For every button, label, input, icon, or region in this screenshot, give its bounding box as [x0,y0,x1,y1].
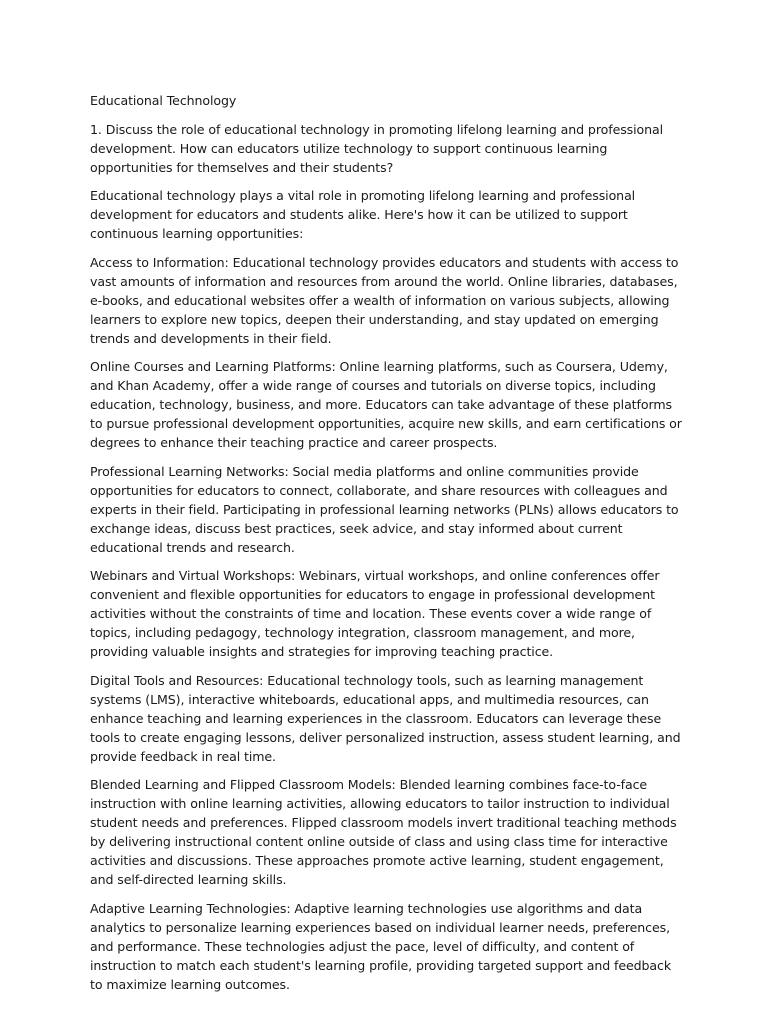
paragraph-online-courses: Online Courses and Learning Platforms: Online learning platforms, such as Coursera, Udemy, and Khan Academy, offer a wide range of courses and tutorials on diverse topics, including education, technology, business, and more. Educators can take advantage of these platforms to pursue professional development opportunities, acquire new skills, and earn certifications or degrees to enhance their teaching practice and career prospects. [90,359,682,450]
question-paragraph: 1. Discuss the role of educational technology in promoting lifelong learning and professional development. How can educators utilize technology to support continuous learning opportunities for themselves and their students? [90,121,664,175]
document-title: Educational Technology [90,93,237,108]
paragraph-digital-tools: Digital Tools and Resources: Educational technology tools, such as learning management systems (LMS), interactive whiteboards, educational apps, and multimedia resources, can enhance teaching and learning experiences in the classroom. Educators can leverage these tools to create engaging lessons, deliver personalized instruction, assess student learning, and provide feedback in real time. [90,672,681,764]
paragraph-webinars: Webinars and Virtual Workshops: Webinars, virtual workshops, and online conferences offer convenient and flexible opportunities for educators to engage in professional development activities without the constraints of time and location. These events cover a wide range of topics, including pedagogy, technology integration, classroom management, and more, providing valuable insights and strategies for improving teaching practice. [90,568,660,659]
paragraph-access-to-information: Access to Information: Educational technology provides educators and students with access to vast amounts of information and resources from around the world. Online libraries, databases, e-books, and educational websites offer a wealth of information on various subjects, allowing learners to explore new topics, deepen their understanding, and stay updated on emerging trends and developments in their field. [90,254,679,346]
paragraph-adaptive-learning: Adaptive Learning Technologies: Adaptive learning technologies use algorithms and data analytics to personalize learning experiences based on individual learner needs, preferences, and performance. These technologies adjust the pace, level of difficulty, and content of instruction to match each student's learning profile, providing targeted support and feedback to maximize learning outcomes. [90,900,672,992]
intro-paragraph: Educational technology plays a vital role in promoting lifelong learning and professional development for educators and students alike. Here's how it can be utilized to support continuous learning opportunities: [90,188,636,241]
paragraph-professional-learning-networks: Professional Learning Networks: Social media platforms and online communities provide opportunities for educators to connect, collaborate, and share resources with colleagues and experts in their field. Participating in professional learning networks (PLNs) allows educators to exchange ideas, discuss best practices, seek advice, and stay informed about current educational trends and research. [90,463,679,555]
document-body [90,91,686,1003]
paragraph-blended-learning: Blended Learning and Flipped Classroom Models: Blended learning combines face-to-face instruction with online learning activities, allowing educators to tailor instruction to individual student needs and preferences. Flipped classroom models invert traditional teaching methods by delivering instructional content online outside of class and using class time for interactive activities and discussions. These approaches promote active learning, student engagement, and self-directed learning skills. [90,777,677,887]
